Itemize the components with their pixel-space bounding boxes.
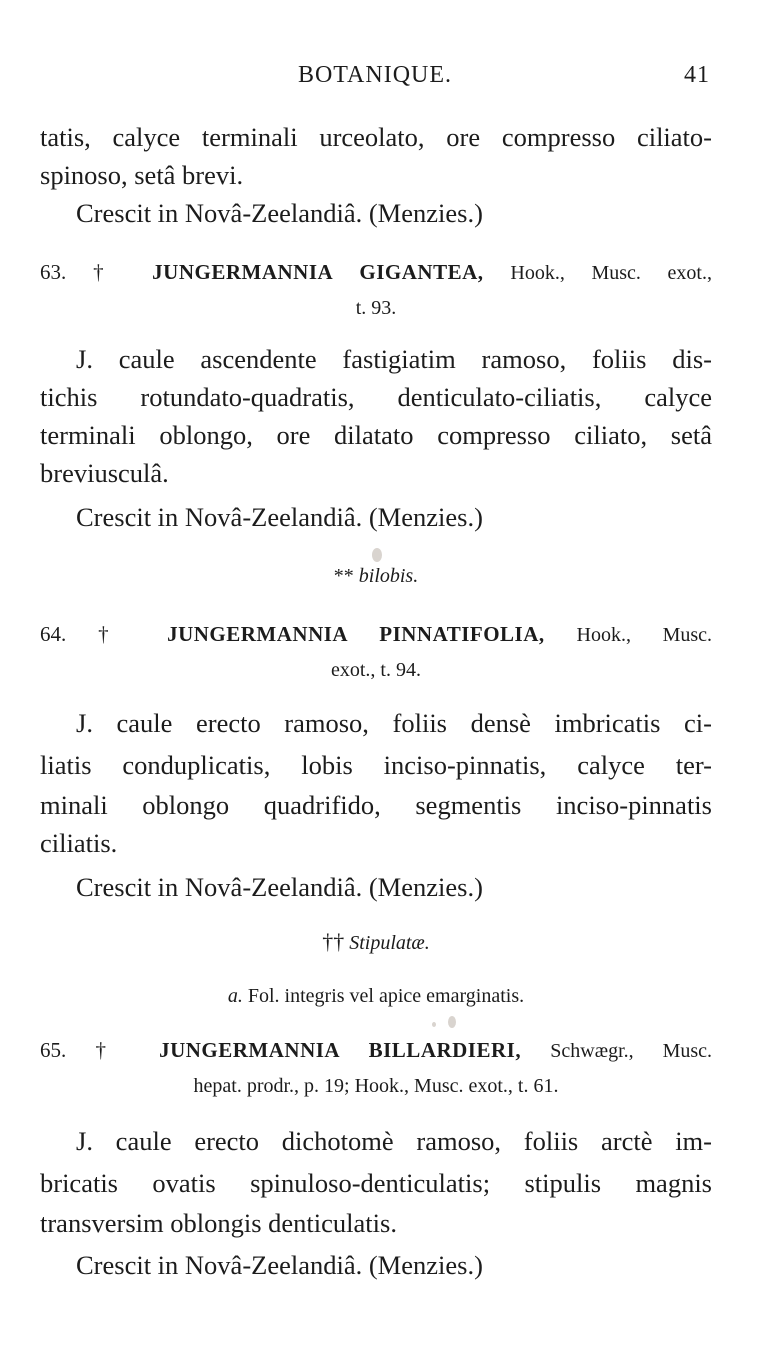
entry-number: 63. † — [40, 260, 126, 284]
description-line: J. caule erecto dichotomè ramoso, foliis arctè im- — [76, 1126, 712, 1156]
running-title: BOTANIQUE. — [297, 62, 453, 88]
entry-reference: hepat. prodr., p. 19; Hook., Musc. exot., t. 61. — [193, 1075, 559, 1097]
crescit-line: Crescit in Novâ-Zeelandiâ. (Menzies.) — [76, 872, 483, 902]
print-speck — [372, 548, 382, 562]
text-line: spinoso, setâ brevi. — [40, 160, 244, 190]
entry-number: 64. † — [40, 622, 136, 646]
species-name: JUNGERMANNIA PINNATIFOLIA, — [167, 622, 545, 646]
section-mark: ** — [333, 565, 354, 587]
description-line: liatis conduplicatis, lobis inciso-pinnatis, calyce ter- — [40, 750, 712, 780]
section-heading-bilobis — [40, 562, 712, 590]
crescit-line: Crescit in Novâ-Zeelandiâ. (Menzies.) — [76, 1250, 483, 1280]
species-authority: Schwægr., Musc. — [550, 1040, 713, 1062]
section-mark: †† — [322, 929, 345, 954]
text-line: tatis, calyce terminali urceolato, ore compresso ciliato- — [40, 122, 712, 152]
section-heading-stipulatae — [40, 928, 712, 957]
description-line: breviusculâ. — [40, 458, 169, 488]
crescit-line: Crescit in Novâ-Zeelandiâ. (Menzies.) — [76, 198, 483, 228]
entry-heading-65 — [40, 1036, 712, 1065]
print-speck — [448, 1016, 456, 1028]
entry-number: 65. † — [40, 1038, 130, 1062]
subsection-heading — [40, 982, 712, 1010]
description-line: bricatis ovatis spinuloso-denticulatis; stipulis magnis — [40, 1168, 712, 1198]
section-label: bilobis. — [358, 565, 419, 587]
entry-reference: t. 93. — [355, 297, 397, 319]
print-speck — [432, 1022, 436, 1027]
subsection-letter: a. — [227, 985, 243, 1007]
subsection-text: Fol. integris vel apice emarginatis. — [247, 985, 525, 1007]
entry-heading-64 — [40, 620, 712, 649]
description-line: terminali oblongo, ore dilatato compresso ciliato, setâ — [40, 420, 712, 450]
description-line: transversim oblongis denticulatis. — [40, 1208, 397, 1238]
species-authority: Hook., Musc. — [576, 624, 713, 646]
species-name: JUNGERMANNIA GIGANTEA, — [152, 260, 484, 284]
description-line: J. caule ascendente fastigiatim ramoso, foliis dis- — [76, 344, 712, 374]
description-line: tichis rotundato-quadratis, denticulato-ciliatis, calyce — [40, 382, 712, 412]
description-line: ciliatis. — [40, 828, 118, 858]
entry-heading-63 — [40, 258, 712, 287]
entry-reference: exot., t. 94. — [331, 659, 421, 681]
page-number: 41 — [684, 62, 710, 88]
description-line: J. caule erecto ramoso, foliis densè imbricatis ci- — [76, 708, 712, 738]
species-name: JUNGERMANNIA BILLARDIERI, — [159, 1038, 522, 1062]
crescit-line: Crescit in Novâ-Zeelandiâ. (Menzies.) — [76, 502, 483, 532]
species-authority: Hook., Musc. exot., — [510, 262, 712, 284]
running-header — [40, 62, 710, 98]
description-line: minali oblongo quadrifido, segmentis inciso-pinnatis — [40, 790, 712, 820]
section-label: Stipulatæ. — [349, 932, 430, 954]
